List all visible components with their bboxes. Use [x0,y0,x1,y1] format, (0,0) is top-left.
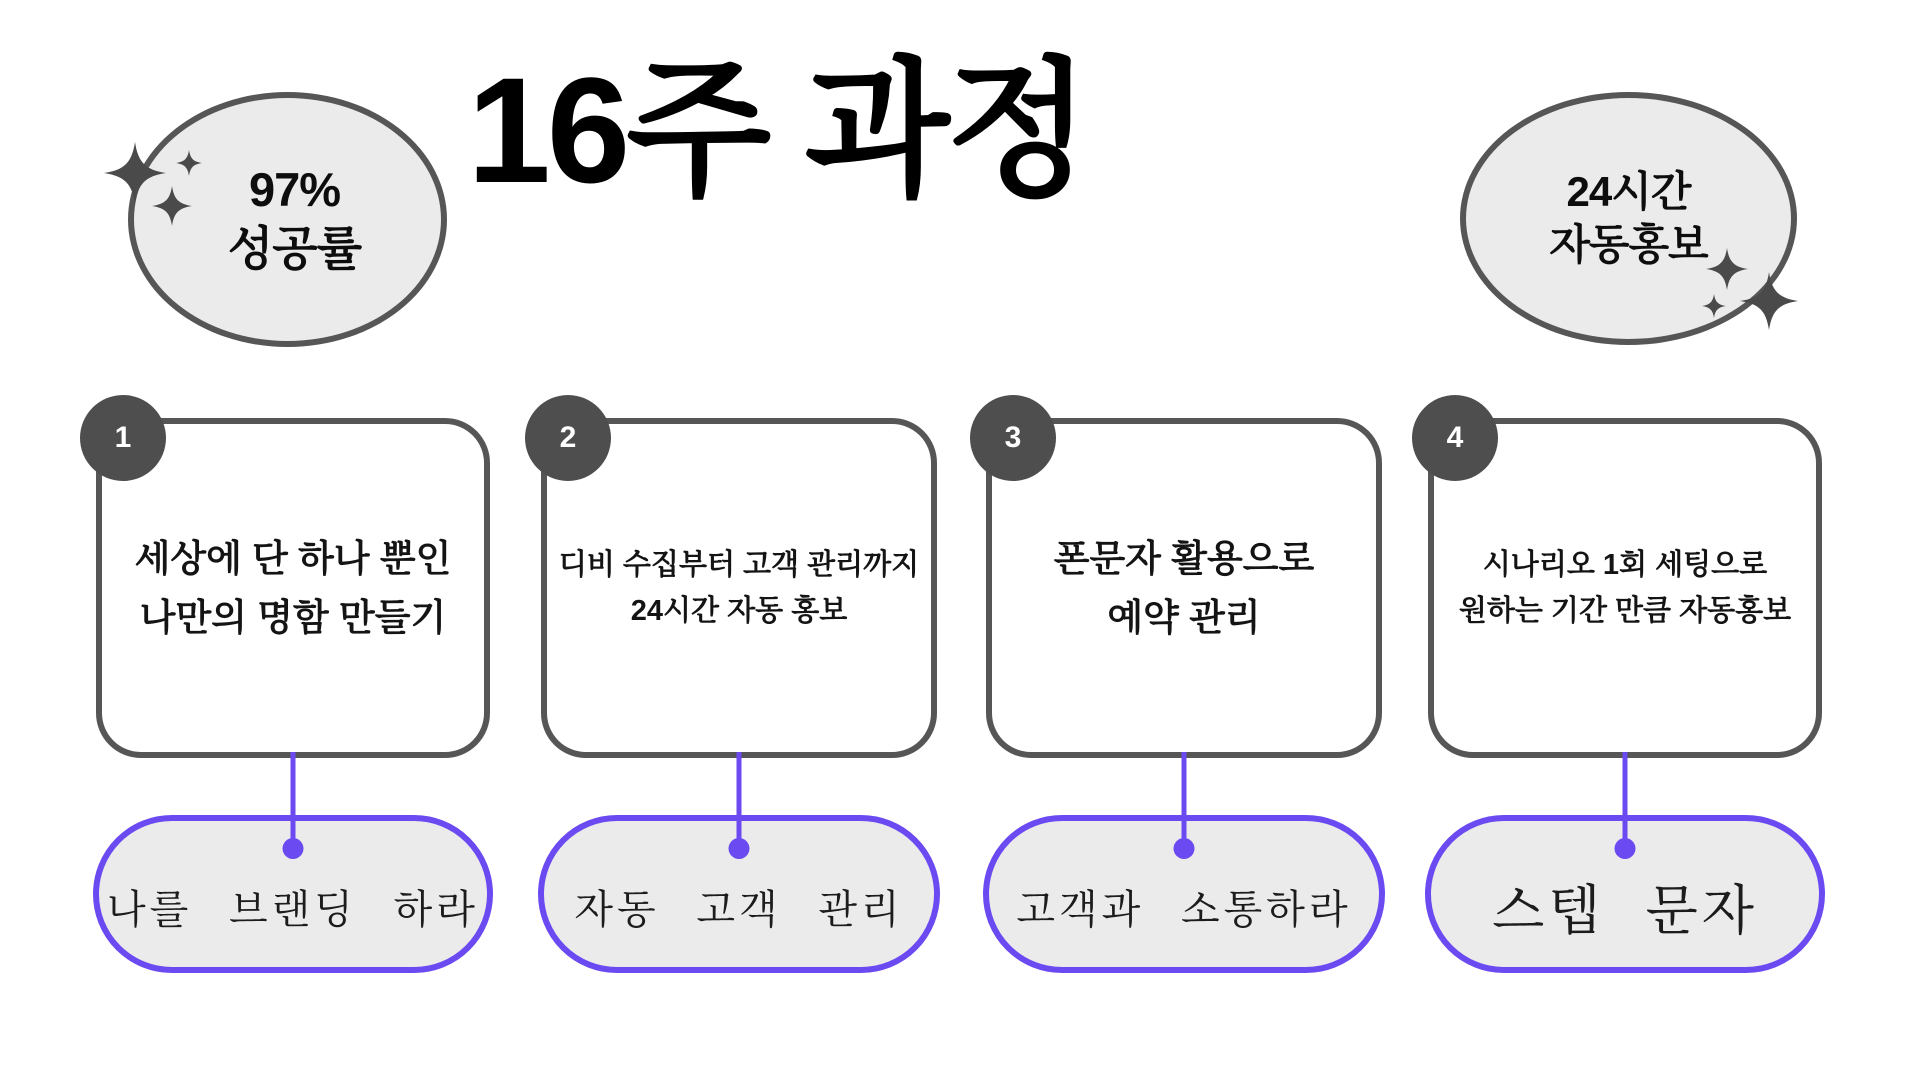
promo-line2: 자동홍보 [1549,220,1708,268]
step-column-2 [538,418,940,978]
step-card [1428,418,1822,758]
step-card-text-line2: 24시간 자동 홍보 [630,595,848,627]
step-column-3 [983,418,1385,978]
step-pill-label: 나를 브랜딩 하라 [107,886,479,933]
step-card-text-line1: 폰문자 활용으로 [1053,537,1315,579]
step-card-text-line2: 원하는 기간 만큼 자동홍보 [1458,595,1792,627]
success-rate-value: 97% [248,162,341,216]
connector-line [737,752,742,850]
step-card-text [1459,542,1791,635]
step-pill-label: 스텝 문자 [1492,878,1758,942]
step-card-text-line2: 나만의 명함 만들기 [139,597,447,638]
step-card-text [135,529,452,647]
step-number-badge: 4 [1412,395,1498,481]
sparkle-icon [1740,272,1798,330]
step-number-badge: 3 [970,395,1056,481]
step-pill-label: 고객과 소통하라 [1016,886,1352,933]
connector-dot [729,838,750,859]
success-rate-label: 성공률 [227,221,362,275]
promo-text [1549,166,1707,271]
connector-line [291,752,296,850]
step-card-text [1054,529,1314,647]
connector-dot [1174,838,1195,859]
connector-line [1182,752,1187,850]
step-card-text-line1: 디비 수집부터 고객 관리까지 [558,548,920,581]
step-column-4 [1425,418,1825,978]
step-number-badge: 1 [80,395,166,481]
page-title: 16주 과정 [467,46,1087,214]
step-card-text [559,542,919,635]
connector-line [1623,752,1628,850]
connector-dot [283,838,304,859]
step-card [96,418,490,758]
step-card-text-line2: 예약 관리 [1107,597,1261,638]
step-card [986,418,1382,758]
step-pill-label: 자동 고객 관리 [574,886,904,933]
step-card-text-line1: 시나리오 1회 세팅으로 [1482,548,1768,581]
sparkle-icon [1702,294,1726,318]
step-column-1 [93,418,493,978]
step-card [541,418,937,758]
promo-line1: 24시간 [1566,168,1691,215]
step-card-text-line1: 세상에 단 하나 뿐인 [134,537,452,579]
step-number-badge: 2 [525,395,611,481]
connector-dot [1615,838,1636,859]
